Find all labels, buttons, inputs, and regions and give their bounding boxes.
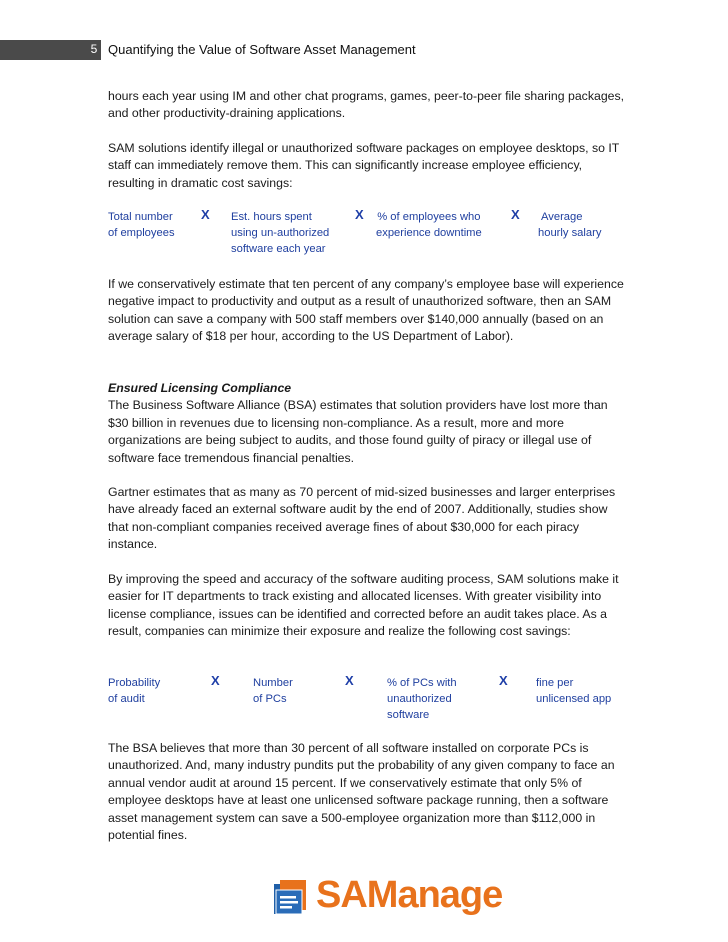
document-stack-icon <box>272 880 308 916</box>
page-number: 5 <box>90 42 98 56</box>
logo-wordmark: SAManage <box>316 874 503 916</box>
formula-term-number-pcs: Number of PCs <box>253 677 293 705</box>
paragraph-bsa-beliefs: The BSA believes that more than 30 percent of all software installed on corporate PCs is unauthorized. And, many industry pundits put the probability of any given company to face an annual vendor audit at around 15 percent. If we conservatively estimate that only 5% of employee desktops have at least one unlicensed software package running, then a software asset management system can save a 500-employee organization more than $112,000 in potential fines. <box>108 741 615 843</box>
formula-term-total-employees: Total number of employees <box>108 211 175 239</box>
formula-term-fine-per-app: fine per unlicensed app <box>536 677 612 705</box>
multiply-operator: X <box>355 207 364 222</box>
header-bar <box>0 40 101 60</box>
multiply-operator: X <box>211 673 220 688</box>
paragraph-auditing-process: By improving the speed and accuracy of the software auditing process, SAM solutions make it easier for IT departments to track existing and allocated licenses. With greater visibility into license compliance, issues can be identified and corrected before an audit takes place. As a result, companies can minimize their exposure and realize the following cost savings: <box>108 572 619 639</box>
multiply-operator: X <box>201 207 210 222</box>
paragraph-bsa-estimates: The Business Software Alliance (BSA) estimates that solution providers have lost more than $30 billion in revenues due to licensing non-compliance. As a result, more and more organizations are being subject to audits, and those found guilty of piracy or illegal use of software face tremendous financial penalties. <box>108 398 608 465</box>
multiply-operator: X <box>345 673 354 688</box>
formula-productivity-savings <box>108 209 668 259</box>
formula-compliance-savings <box>108 675 668 725</box>
section-title: Ensured Licensing Compliance <box>108 381 292 395</box>
section-licensing-compliance <box>108 380 628 467</box>
formula-term-audit-probability: Probability of audit <box>108 677 161 705</box>
paragraph-sam-solutions: SAM solutions identify illegal or unauthorized software packages on employee desktops, so IT staff can immediately remove them. This can significantly increase employee efficiency, resulting in dramatic cost savings: <box>108 141 620 190</box>
multiply-operator: X <box>499 673 508 688</box>
formula-term-pct-pcs: % of PCs with unauthorized software <box>387 677 457 721</box>
formula-term-hours-spent: Est. hours spent using un-authorized software each year <box>231 211 330 255</box>
formula-term-hourly-salary: Average hourly salary <box>538 211 602 239</box>
paragraph-estimate-savings: If we conservatively estimate that ten percent of any company’s employee base will experience negative impact to productivity and output as a result of unauthorized software, then an SAM solution can save a company with 500 staff members over $140,000 annually (based on an average salary of $18 per hour, according to the US Department of Labor). <box>108 277 624 344</box>
paragraph-gartner-estimates: Gartner estimates that as many as 70 percent of mid-sized businesses and larger enterprises have already faced an external software audit by the end of 2007. Additionally, studies show that non-compliant companies received average fines of about $30,000 for each piracy instance. <box>108 485 616 552</box>
formula-term-pct-employees: % of employees who experience downtime <box>376 211 482 239</box>
page-title: Quantifying the Value of Software Asset Management <box>108 42 416 57</box>
paragraph-productivity-apps: hours each year using IM and other chat programs, games, peer-to-peer file sharing packages, and other productivity-draining applications. <box>108 89 625 121</box>
multiply-operator: X <box>511 207 520 222</box>
